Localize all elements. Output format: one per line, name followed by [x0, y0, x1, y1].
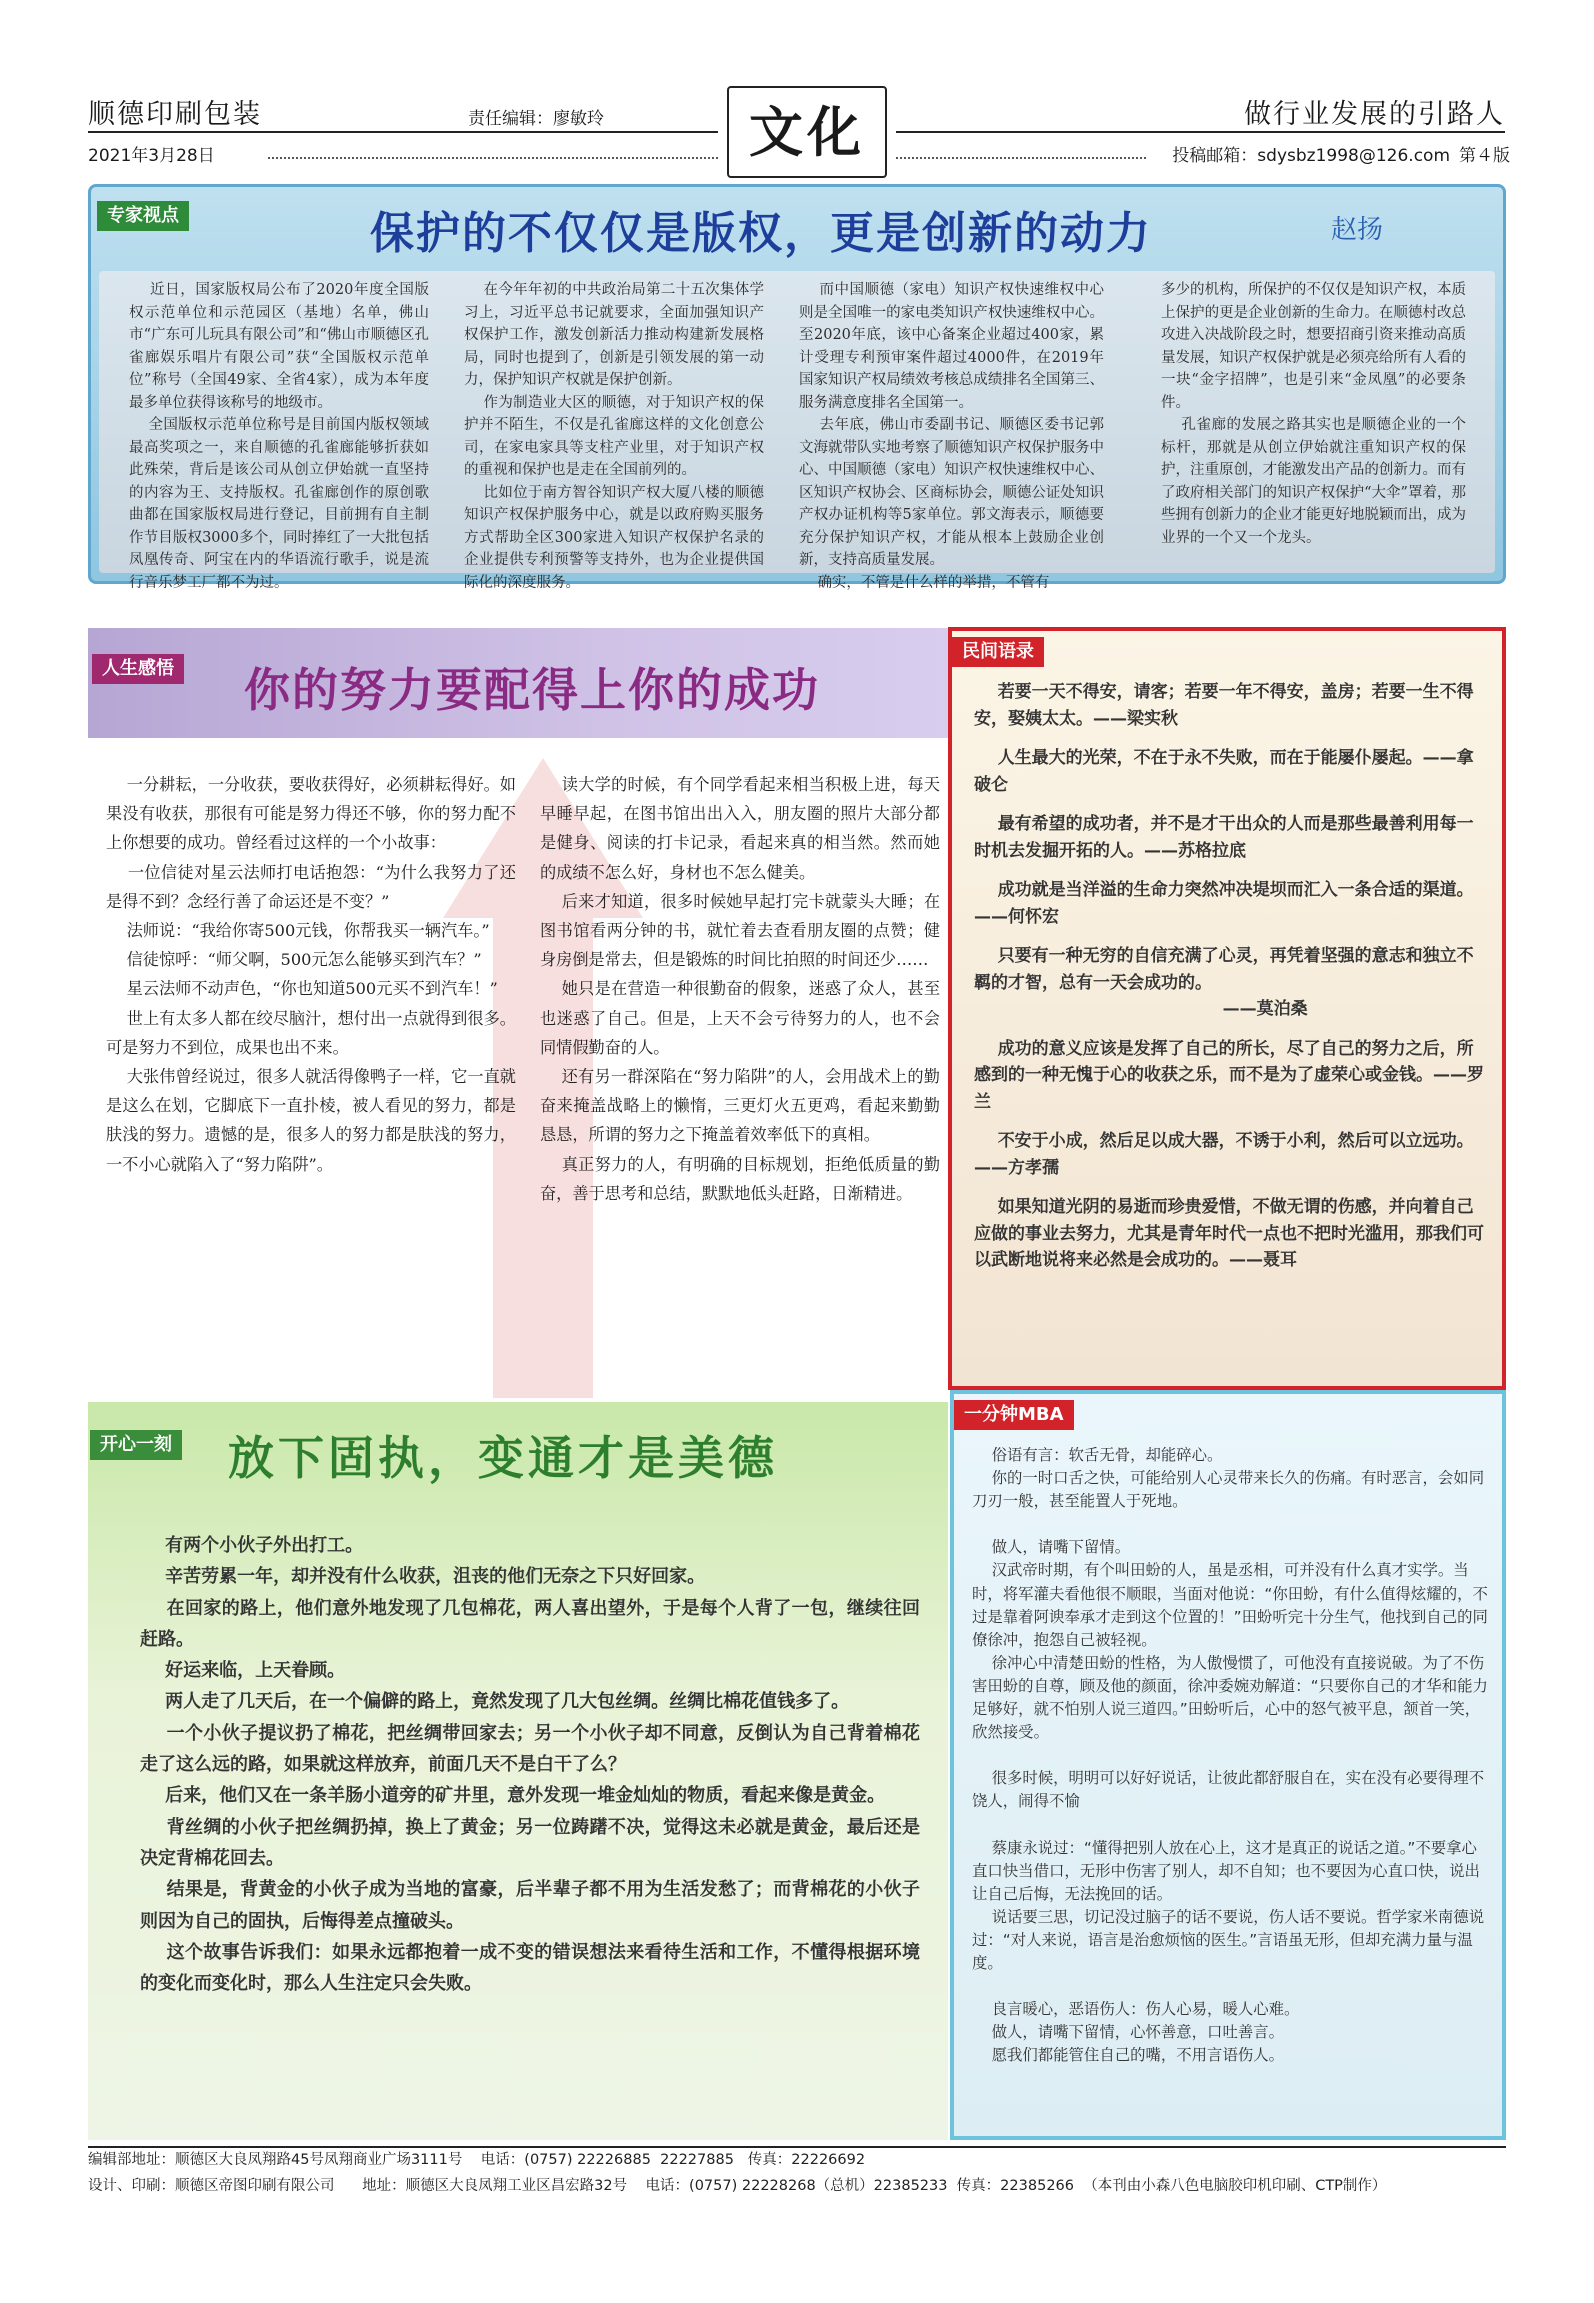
expert-section	[88, 184, 1506, 591]
life-section	[88, 628, 948, 1398]
footer-line-2: 设计、印刷：顺德区帝图印刷有限公司 地址：顺德区大良凤翔工业区昌宏路32号 电话：(0757) 22228268（总机）22385233 传真：22385266 （本刊由小森八色电脑胶印机印刷、CTP制作）	[88, 2178, 1387, 2194]
expert-column-3: 而中国顺德（家电）知识产权快速维权中心则是全国唯一的家电类知识产权快速维权中心。至2020年底，该中心备案企业超过400家，累计受理专利预审案件超过4000件，在2019年国家知识产权局绩效考核总成绩排名全国第三、服务满意度排名全国第一。 去年底，佛山市委副书记、顺德区委书记郭文海就带队实地考察了顺德知识产权保护服务中心、中国顺德（家电）知识产权快速维权中心、区知识产权协会、区商标协会，顺德公证处知识产权办证机构等5家单位。郭文海表示，顺德要充分保护知识产权，才能从根本上鼓励企业创新，支持高质量发展。 确实，不管是什么样的举措，不管有	[799, 282, 1105, 591]
expert-body	[99, 271, 1495, 591]
life-column-1: 一分耕耘，一分收获，要收获得好，必须耕耘得好。如果没有收获，那很有可能是努力得还不够，你的努力配不上你想要的成功。曾经看过这样的一个小故事： 一位信徒对星云法师打电话抱怨：“为什么我努力了还是得不到？念经行善了命运还是不变？” 法师说：“我给你寄500元钱，你帮我买一辆汽车。” 信徒惊呼：“师父啊，500元怎么能够买到汽车？” 星云法师不动声色，“你也知道500元买不到汽车！” 世上有太多人都在绞尽脑汁，想付出一点就得到很多。可是努力不到位，成果也出不来。 大张伟曾经说过，很多人就活得像鸭子一样，它一直就是这么在划，它脚底下一直扑棱，被人看见的努力，都是肤浅的努力。遗憾的是，很多人的努力都是肤浅的努力，一不小心就陷入了“努力陷阱”。	[106, 775, 516, 1174]
quotes-list	[974, 679, 1484, 1274]
page-number: 第４版	[1459, 146, 1510, 166]
expert-column-1: 近日，国家版权局公布了2020年度全国版权示范单位和示范园区（基地）名单，佛山市“广东可儿玩具有限公司”和“佛山市顺德区孔雀廊娱乐唱片有限公司”获“全国版权示范单位”称号（全国49家、全省4家），成为本年度最多单位获得该称号的地级市。 全国版权示范单位称号是目前国内版权领域最高奖项之一，来自顺德的孔雀廊能够折获如此殊荣，背后是该公司从创立伊始就一直坚持的内容为王、支持版权。孔雀廊创作的原创歌曲都在国家版权局进行登记，目前拥有自主制作节目版权3000多个，同时捧红了一大批包括凤凰传奇、阿宝在内的华语流行歌手，说是流行音乐梦工厂都不为过。	[129, 282, 430, 591]
quote-item: 不安于小成，然后足以成大器，不诱于小利，然后可以立远功。——方孝孺	[974, 1131, 1474, 1178]
masthead-dots-left	[268, 157, 718, 159]
quote-item: 最有希望的成功者，并不是才干出众的人而是那些最善利用每一时机去发掘开拓的人。——苏格拉底	[974, 814, 1474, 861]
masthead-rule-left	[88, 131, 718, 133]
happy-title: 放下固执，变通才是美德	[228, 1431, 778, 1485]
expert-title: 保护的不仅仅是版权，更是创新的动力	[370, 208, 1152, 259]
life-column-2: 读大学的时候，有个同学看起来相当积极上进，每天早睡早起，在图书馆出出入入，朋友圈的照片大部分都是健身、阅读的打卡记录，看起来真的相当然。然而她的成绩不怎么好，身材也不怎么健美。 后来才知道，很多时候她早起打完卡就蒙头大睡；在图书馆看两分钟的书，就忙着去查看朋友圈的点赞；健身房倒是常去，但是锻炼的时间比拍照的时间还少…… 她只是在营造一种很勤奋的假象，迷惑了众人，甚至也迷惑了自己。但是，上天不会亏待努力的人，也不会同情假勤奋的人。 还有另一群深陷在“努力陷阱”的人，会用战术上的勤奋来掩盖战略上的懒惰，三更灯火五更鸡，看起来勤勤恳恳，所谓的努力之下掩盖着效率低下的真相。 真正努力的人，有明确的目标规划，拒绝低质量的勤奋，善于思考和总结，默默地低头赶路，日渐精进。	[540, 775, 941, 1203]
slogan: 做行业发展的引路人	[1244, 99, 1505, 130]
submission-email: 投稿邮箱：sdysbz1998@126.com	[1172, 146, 1450, 166]
editor-credit: 责任编辑：廖敏玲	[468, 109, 604, 129]
issue-date: 2021年3月28日	[88, 146, 215, 166]
masthead-rule-right	[896, 131, 1505, 133]
quote-item: 成功的意义应该是发挥了自己的所长，尽了自己的努力之后，所感到的一种无愧于心的收获之乐，而不是为了虚荣心或金钱。——罗兰	[974, 1038, 1484, 1112]
life-title: 你的努力要配得上你的成功	[244, 663, 820, 717]
happy-tag: 开心一刻	[90, 1430, 182, 1460]
expert-author: 赵扬	[1331, 215, 1384, 245]
mba-section	[950, 1390, 1506, 2140]
quote-item: 只要有一种无穷的自信充满了心灵，再凭着坚强的意志和独立不羁的才智，总有一天会成功的。 ——莫泊桑	[974, 946, 1474, 1019]
happy-section	[88, 1402, 948, 2140]
happy-story: 有两个小伙子外出打工。 辛苦劳累一年，却并没有什么收获，沮丧的他们无奈之下只好回家。 在回家的路上，他们意外地发现了几包棉花，两人喜出望外，于是每个人背了一包，继续往回赶路。 好运来临，上天眷顾。 两人走了几天后，在一个偏僻的路上，竟然发现了几大包丝绸。丝绸比棉花值钱多了。 一个小伙子提议扔了棉花，把丝绸带回家去；另一个小伙子却不同意，反倒认为自己背着棉花走了这么远的路，如果就这样放弃，前面几天不是白干了么？ 后来，他们又在一条羊肠小道旁的矿井里，意外发现一堆金灿灿的物质，看起来像是黄金。 背丝绸的小伙子把丝绸扔掉，换上了黄金；另一位踌躇不决，觉得这未必就是黄金，最后还是决定背棉花回去。 结果是，背黄金的小伙子成为当地的富豪，后半辈子都不用为生活发愁了；而背棉花的小伙子则因为自己的固执，后悔得差点撞破头。 这个故事告诉我们：如果永远都抱着一成不变的错误想法来看待生活和工作，不懂得根据环境的变化而变化时，那么人生注定只会失败。	[140, 1535, 920, 1995]
expert-column-4: 多少的机构，所保护的不仅仅是知识产权，本质上保护的更是企业创新的生命力。在顺德村改总攻进入决战阶段之时，想要招商引资来推动高质量发展，知识产权保护就是必须亮给所有人看的一块“金字招牌”，也是引来“金凤凰”的必要条件。 孔雀廊的发展之路其实也是顺德企业的一个标杆，那就是从创立伊始就注重知识产权的保护，注重原创，才能激发出产品的创新力。而有了政府相关部门的知识产权保护“大伞”罩着，那些拥有创新力的企业才能更好地脱颖而出，成为业界的一个又一个龙头。	[1161, 282, 1467, 546]
mba-tag: 一分钟MBA	[954, 1400, 1074, 1430]
mba-body: 俗语有言：软舌无骨，却能碎心。 你的一时口舌之快，可能给别人心灵带来长久的伤痛。有时恶言，会如同刀刃一般，甚至能置人于死地。 做人，请嘴下留情。 汉武帝时期，有个叫田蚡的人，虽是丞相，可并没有什么真才实学。当时，将军灌夫看他很不顺眼，当面对他说：“你田蚡，有什么值得炫耀的，不过是靠着阿谀奉承才走到这个位置的！”田蚡听完十分生气，他找到自己的同僚徐冲，抱怨自己被轻视。 徐冲心中清楚田蚡的性格，为人傲慢惯了，可他没有直接说破。为了不伤害田蚡的自尊，顾及他的颜面，徐冲委婉劝解道：“只要你自己的才华和能力足够好，就不怕别人说三道四。”田蚡听后，心中的怒气被平息，颔首一笑，欣然接受。 很多时候，明明可以好好说话，让彼此都舒服自在，实在没有必要得理不饶人，闹得不愉 蔡康永说过：“懂得把别人放在心上，这才是真正的说话之道。”不要拿心直口快当借口，无形中伤害了别人，却不自知；也不要因为心直口快，说出让自己后悔，无法挽回的话。 说话要三思，切记没过脑子的话不要说，伤人话不要说。哲学家米南德说过：“对人来说，语言是治愈烦恼的医生。”言语虽无形，但却充满力量与温度。 良言暖心，恶语伤人：伤人心易，暖人心难。 做人，请嘴下留情，心怀善意，口吐善言。 愿我们都能管住自己的嘴，不用言语伤人。	[972, 1446, 1488, 2065]
footer-line-1: 编辑部地址：顺德区大良凤翔路45号凤翔商业广场3111号 电话：(0757) 22226885 22227885 传真：22226692	[88, 2152, 866, 2168]
quotes-tag: 民间语录	[952, 637, 1044, 667]
masthead-dots-right	[896, 157, 1146, 159]
quote-item: 如果知道光阴的易逝而珍贵爱惜，不做无谓的伤感，并向着自己应做的事业去努力，尤其是青年时代一点也不把时光滥用，那我们可以武断地说将来必然是会成功的。——聂耳	[974, 1197, 1484, 1270]
expert-column-2: 在今年年初的中共政治局第二十五次集体学习上，习近平总书记就要求，全面加强知识产权保护工作，激发创新活力推动构建新发展格局，同时也提到了，创新是引领发展的第一动力，保护知识产权就是保护创新。 作为制造业大区的顺德，对于知识产权的保护并不陌生，不仅是孔雀廊这样的文化创意公司，在家电家具等支柱产业里，对于知识产权的重视和保护也是走在全国前列的。 比如位于南方智谷知识产权大厦八楼的顺德知识产权保护服务中心，就是以政府购买服务方式帮助全区300家进入知识产权保护名录的企业提供专利预警等支持外，也为企业提供国际化的深度服务。	[464, 282, 765, 591]
quote-item: 若要一天不得安，请客；若要一年不得安，盖房；若要一生不得安，娶姨太太。——梁实秋	[974, 682, 1474, 729]
life-tag: 人生感悟	[92, 654, 184, 684]
paper-name: 顺德印刷包装	[88, 99, 262, 130]
quote-item: 成功就是当洋溢的生命力突然冲决堤坝而汇入一条合适的渠道。——何怀宏	[974, 880, 1474, 927]
section-title: 文化	[749, 100, 865, 164]
quotes-section	[948, 627, 1506, 1390]
section-title-box	[727, 86, 887, 178]
footer-rule	[88, 2146, 1506, 2148]
expert-tag: 专家视点	[97, 201, 189, 231]
quote-item: 人生最大的光荣，不在于永不失败，而在于能屡仆屡起。——拿破仑	[974, 748, 1474, 795]
